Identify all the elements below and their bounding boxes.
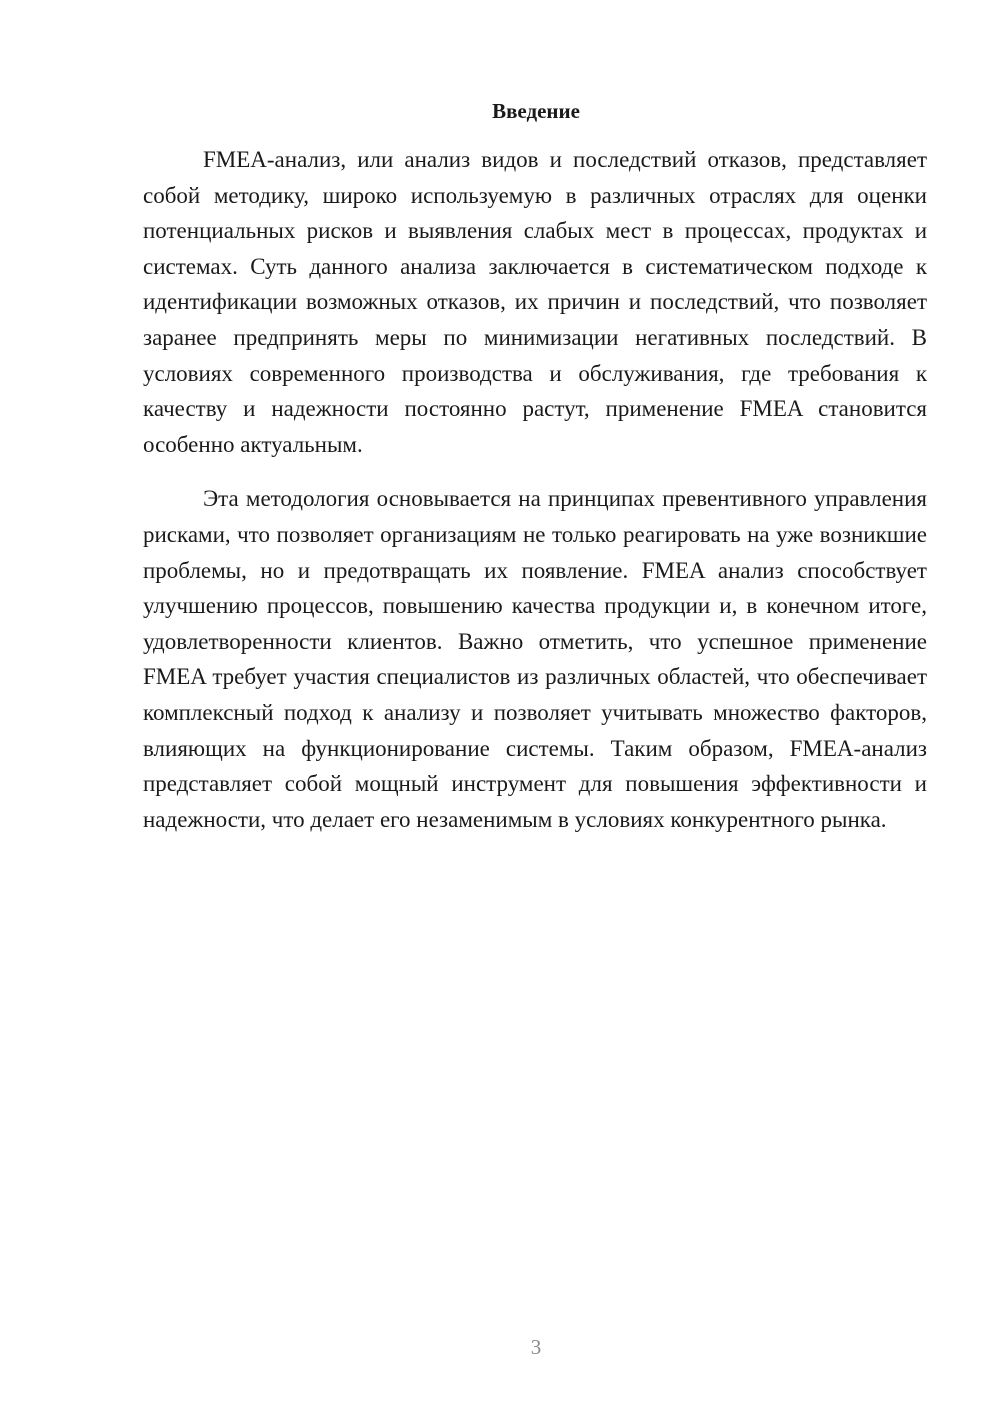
- paragraph-1: FMEA-анализ, или анализ видов и последствий отказов, представляет собой методику, широко используемую в различных отраслях для оценки потенциальных рисков и выявления слабых мест в процессах, продуктах и системах. Суть данного анализа заключается в систематическом подходе к идентификации возможных отказов, их причин и последствий, что позволяет заранее предпринять меры по минимизации негативных последствий. В условиях современного производства и обслуживания, где требования к качеству и надежности постоянно растут, применение FMEA становится особенно актуальным.: [143, 147, 927, 457]
- page-number: 3: [530, 1335, 542, 1359]
- body-text: [143, 142, 927, 837]
- paragraph-2: Эта методология основывается на принципах превентивного управления рисками, что позволяет организациям не только реагировать на уже возникшие проблемы, но и предотвращать их появление. FMEA анализ способствует улучшению процессов, повышению качества продукции и, в конечном итоге, удовлетворенности клиентов. Важно отметить, что успешное применение FMEA требует участия специалистов из различных областей, что обеспечивает комплексный подход к анализу и позволяет учитывать множество факторов, влияющих на функционирование системы. Таким образом, FMEA-анализ представляет собой мощный инструмент для повышения эффективности и надежности, что делает его незаменимым в условиях конкурентного рынка.: [143, 486, 927, 832]
- section-heading: Введение: [492, 99, 580, 123]
